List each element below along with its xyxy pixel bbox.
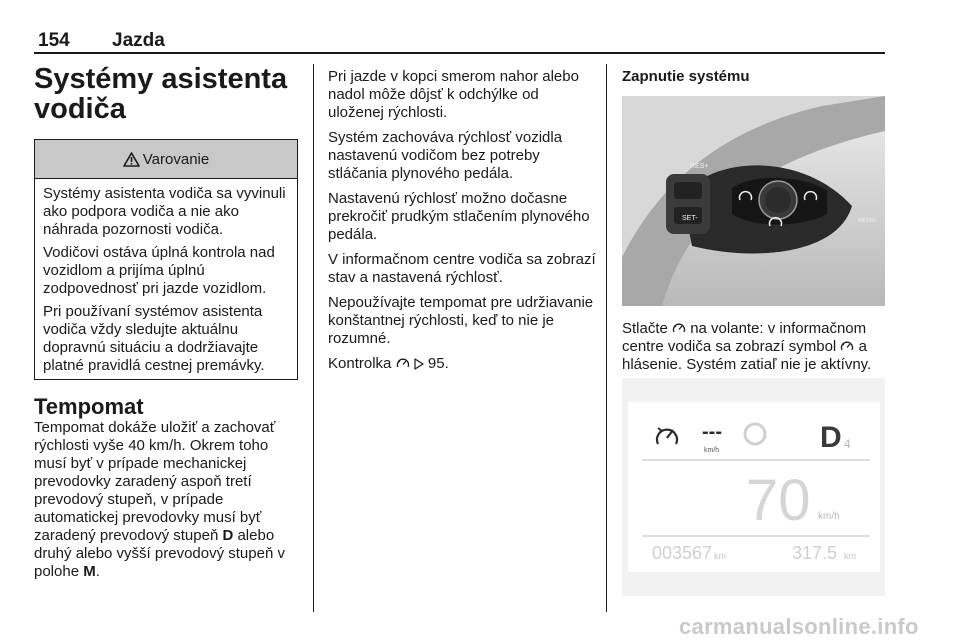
col2-paragraph-4: V informačnom centre vodiča sa zobrazí stav a nastavená rýchlosť. [328,251,596,286]
odometer-value: 003567 [652,543,713,563]
warning-label: Varovanie [142,150,210,168]
warning-paragraph-2: Vodičovi ostáva úplná kontrola nad vozidlom a prijíma úplnú zodpovednosť pri jazde vozidlom. [43,244,275,297]
indicator-label: Kontrolka [328,355,392,372]
column-divider-1 [313,64,314,612]
speed-unit: km/h [818,511,840,522]
odometer-unit: km [714,551,726,561]
set-speed-unit: km/h [704,447,720,454]
activation-paragraph [622,320,892,374]
warning-box [34,139,298,380]
indicator-page-ref[interactable]: 95. [427,355,449,372]
gear-sub-indicator: 4 [844,437,851,451]
menu-button-label: MENU [858,218,876,224]
arrow-reference-icon[interactable] [414,358,424,370]
tempomat-heading: Tempomat [34,394,144,419]
steering-wheel-illustration [622,96,885,306]
instrument-cluster-illustration [622,378,885,596]
chapter-title: Jazda [112,30,165,51]
indicator-reference [328,355,598,373]
col2-paragraph-3: Nastavenú rýchlosť možno dočasne prekročiť prudkým stlačením plynového pedála. [328,190,590,243]
warning-paragraph-1: Systémy asistenta vodiča sa vyvinuli ako podpora vodiča a nie ako náhrada pozornosti vodiča. [43,185,286,238]
gear-indicator: D [820,421,842,454]
trip-unit: km [844,551,856,561]
tempomat-text-end: . [95,563,100,580]
gear-m-label: M [83,563,96,580]
instrument-cluster-image [622,378,885,596]
press-text-b: na volante: v informačnom centre vodiča sa zobrazí symbol [622,320,867,355]
cruise-control-icon [840,340,854,353]
tempomat-text-b: alebo druhý alebo vyšší prevodový stupeň v polohe [34,527,285,580]
col2-paragraph-2: Systém zachováva rýchlosť vozidla nastavenú vodičom bez potreby stláčania plynového pedála. [328,129,563,182]
footer-watermark: carmanualsonline.info [679,614,919,639]
press-text-c: a hlásenie. Systém zatiaľ nie je aktívny. [622,338,872,373]
warning-paragraph-3: Pri používaní systémov asistenta vodiča vždy sledujte aktuálnu dopravnú situáciu a dodržiavajte platné pravidlá cestnej premávky. [43,303,265,374]
warning-triangle-icon [123,152,140,167]
set-button-label: SET- [682,215,698,222]
col2-paragraph-5: Nepoužívajte tempomat pre udržiavanie konštantnej rýchlosti, keď to nie je rozumné. [328,294,594,347]
column-divider-2 [606,64,607,612]
trip-value: 317.5 [792,543,838,563]
cruise-control-icon [396,357,410,370]
header-rule [34,52,885,54]
gear-d-label: D [222,527,234,544]
res-button-label: RES+ [690,163,709,170]
speed-value: 70 [746,468,811,533]
cruise-control-icon [672,322,686,335]
tempomat-text-a: Tempomat dokáže uložiť a zachovať rýchlosti vyše 40 km/h. Okrem toho musí byť v prípade mechanickej prevodovky zaradený aspoň tretí prevodový stupeň, v prípade automatickej prevodovky musí byť zaradený prevodový stupeň [34,419,276,544]
set-speed-value: --- [702,421,722,443]
steering-wheel-image [622,96,885,306]
section-title: Systémy asistenta vodiča [34,63,288,125]
tempomat-paragraph [34,419,304,581]
page-number: 154 [38,30,70,51]
warning-header [35,140,297,179]
activation-heading: Zapnutie systému [622,68,750,85]
press-text-a: Stlačte [622,320,673,337]
col2-paragraph-1: Pri jazde v kopci smerom nahor alebo nadol môže dôjsť k odchýlke od uloženej rýchlosti. [328,68,579,121]
